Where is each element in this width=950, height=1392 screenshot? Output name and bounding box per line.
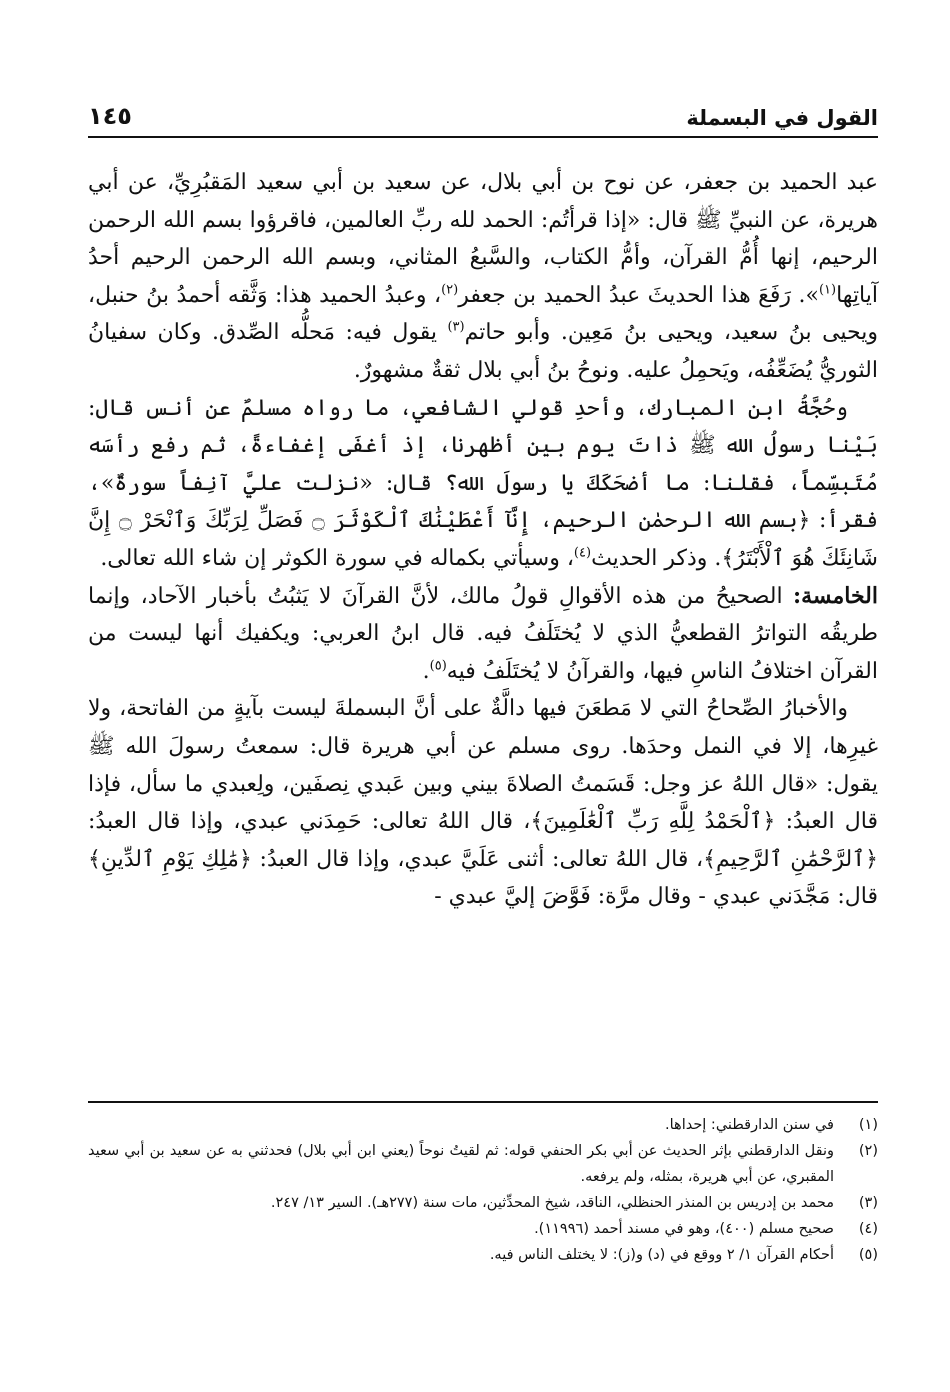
running-title: القول في البسملة — [686, 106, 878, 130]
footnote-ref-1: (١) — [818, 282, 837, 298]
footnote-item — [88, 1138, 878, 1190]
footnote-text: في سنن الدارقطني: إحداها. — [665, 1117, 834, 1133]
footnote-ref-4: (٤) — [573, 545, 592, 561]
paragraph-4 — [88, 690, 878, 916]
footnote-ref-5: (٥) — [429, 658, 447, 674]
footnote-number: (٤) — [858, 1221, 878, 1237]
section-heading-fifth: الخامسة: — [792, 582, 878, 609]
paragraph-1-text-c: ، وعبدُ الحميد هذا: وَثَّقه أحمدُ بنُ حنبل، ويحيى بنُ سعيد، ويحيى بنُ مَعِين. وأبو حاتم — [88, 282, 878, 346]
paragraph-3-text-b: . — [422, 658, 430, 684]
footnote-item — [88, 1216, 878, 1242]
paragraph-1-text: عبد الحميد بن جعفر، عن نوح بن أبي بلال، عن سعيد بن أبي سعيد المَقبُرِيِّ، عن أبي هريرة، عن النبيِّ ﷺ قال: «إذا قرأتُم: الحمد لله ربِّ العالمين، فاقرؤوا بسم الله الرحمن الرحيم، إنها أُمُّ القرآن، وأمُّ الكتاب، والسَّبعُ المثاني، وبسم الله الرحمن الرحيم أحدُ آياتِها — [88, 170, 878, 308]
footnote-ref-3: (٣) — [447, 320, 465, 336]
paragraph-1-text-b: ». رَفَعَ هذا الحديثَ عبدُ الحميد بن جعفر — [458, 282, 819, 308]
footnote-text: أحكام القرآن ١/ ٢ ووقع في (د) و(ز): لا يختلف الناس فيه. — [489, 1247, 834, 1263]
paragraph-1-text-d: يقول فيه: مَحلُّه الصِّدق. وكان سفيانُ الثوريُّ يُضَعِّفُه، ويَحمِلُ عليه. ونوحُ بنُ أبي بلال ثقةٌ مشهورٌ. — [88, 320, 878, 383]
footnote-number: (٥) — [858, 1247, 878, 1263]
paragraph-2-text-b: ، وسيأتي بكماله في سورة الكوثر إن شاء الله تعالى. — [100, 545, 574, 571]
paragraph-1 — [88, 164, 878, 390]
page-number: ١٤٥ — [88, 102, 132, 130]
footnote-divider — [88, 1101, 878, 1103]
footnote-text: محمد بن إدريس بن المنذر الحنظلي، الناقد، شيخ المحدِّثين، مات سنة (٢٧٧هـ). السير ١٣/ ٢٤٧. — [270, 1195, 834, 1211]
footnote-item — [88, 1190, 878, 1216]
paragraph-4-text: والأخبارُ الصِّحاحُ التي لا مَطعَنَ فيها دالَّةٌ على أنَّ البسملةَ ليست بآيةٍ من الفاتحة، ولا غيرِها، إلا في النمل وحدَها. روى مسلم عن أبي هريرة قال: سمعتُ رسولَ الله ﷺ يقول: «قال اللهُ عز وجل: قَسَمتُ الصلاةَ بيني وبين عَبدي نِصفَين، ولِعبدي ما سأل، فإذا قال العبدُ: ﴿ٱلْحَمْدُ لِلَّهِ رَبِّ ٱلْعَٰلَمِينَ﴾، قال اللهُ تعالى: حَمِدَني عبدي، وإذا قال العبدُ: ﴿ٱلرَّحْمَٰنِ ٱلرَّحِيمِ﴾، قال اللهُ تعالى: أثنى عَلَيَّ عبدي، وإذا قال العبدُ: ﴿مَٰلِكِ يَوْمِ ٱلدِّينِ﴾ قال: مَجَّدَني عبدي - وقال مرَّة: فَوَّضَ إليَّ عبدي - — [88, 696, 879, 910]
footnote-item — [88, 1112, 878, 1138]
footnote-number: (٣) — [858, 1195, 878, 1211]
book-page — [88, 90, 878, 1330]
paragraph-2 — [88, 390, 878, 578]
paragraph-2-text: وحُجَّةُ ابن المبارك، وأحدِ قولي الشافعي، ما رواه مسلمٌ عن أنس قال: بَيْنا رسولُ الله ﷺ ذاتَ يوم بين أظهرنا، إذ أغفَى إغفاءةً، ثم رفع رأسَه مُتَبسِّماً، فقلنا: ما أضحَكَكَ يا رسولَ الله؟ قال: «نزلت عليَّ آنِفاً سورةٌ»، فقرأ: ﴿بسم الله الرحمٰن الرحيم، إِنَّآ أَعْطَيْنَٰكَ ٱلْكَوْثَرَ ۝ فَصَلِّ لِرَبِّكَ وَٱنْحَرْ ۝ إِنَّ شَانِئَكَ هُوَ ٱلْأَبْتَرُ﴾. وذكر الحديث — [88, 395, 878, 571]
footnote-item — [88, 1242, 878, 1268]
main-text — [88, 164, 878, 916]
footnote-number: (٢) — [858, 1143, 878, 1159]
page-header — [88, 90, 878, 138]
footnote-ref-2: (٢) — [441, 282, 459, 298]
paragraph-3 — [88, 578, 878, 691]
footnotes — [88, 1112, 878, 1268]
footnote-number: (١) — [858, 1117, 878, 1133]
footnote-text: ونقل الدارقطني بإثر الحديث عن أبي بكر الحنفي قوله: ثم لقيتُ نوحاً (يعني ابن أبي بلال) فحدثني به عن سعيد بن أبي سعيد المقبري، عن أبي هريرة، بمثله، ولم يرفعه. — [88, 1143, 834, 1185]
footnote-text: صحيح مسلم (٤٠٠)، وهو في مسند أحمد (١١٩٩٦). — [534, 1221, 834, 1237]
paragraph-3-text: الصحيحُ من هذه الأقوالِ قولُ مالك، لأنَّ القرآنَ لا يَثبُتُ بأخبار الآحاد، وإنما طريقُه التواترُ القطعيُّ الذي لا يُختَلَفُ فيه. قال ابنُ العربي: ويكفيك أنها ليست من القرآن اختلافُ الناسِ فيها، والقرآنُ لا يُختَلَفُ فيه — [88, 583, 878, 684]
